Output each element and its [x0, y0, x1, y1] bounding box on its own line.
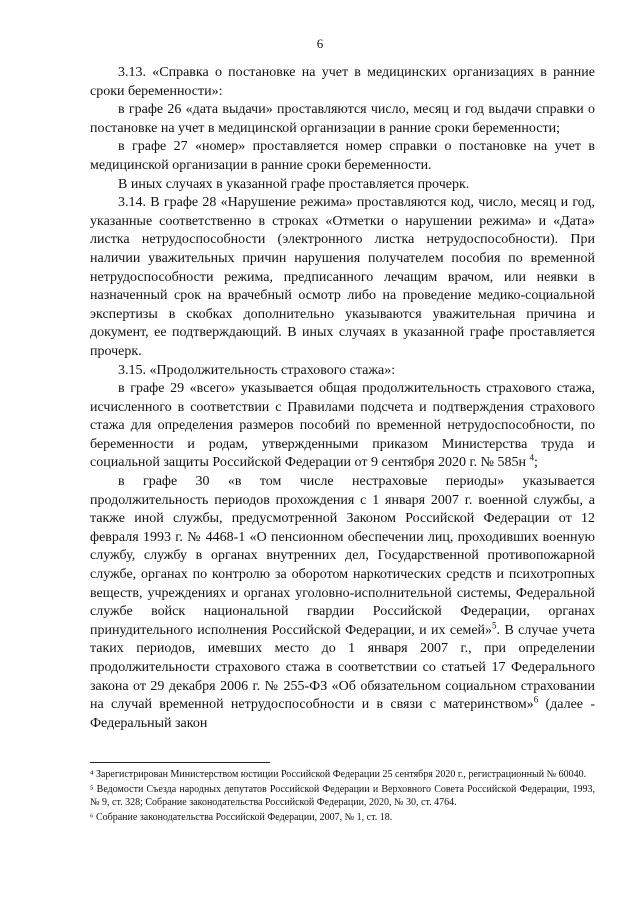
paragraph-3-14: 3.14. В графе 28 «Нарушение режима» проставляются код, число, месяц и год, указанные соответственно в строках «Отметки о нарушении режима» и «Дата» листка нетрудоспособности (электронного листка нетрудоспособности). При наличии уважительных причин нарушения получателем пособия по временной нетрудоспособности режима, предписанного лечащим врачом, или неявки в назначенный срок на врачебный осмотр либо на проведение медико-социальной экспертизы в скобках дополнительно указываются уважительная причина и документ, ее подтверждающий. В иных случаях в указанной графе проставляется прочерк. — [90, 195, 595, 359]
paragraph-3-15: 3.15. «Продолжительность страхового стажа»: — [118, 362, 396, 378]
footnote-4: ⁴ Зарегистрирован Министерством юстиции Российской Федерации 25 сентября 2020 г., регистрационный № 60040. — [90, 769, 587, 780]
paragraph-graph-27: в графе 27 «номер» проставляется номер справки о постановке на учет в медицинской организации в ранние сроки беременности. — [90, 139, 595, 173]
paragraph-graph-29 — [90, 380, 595, 473]
body-text — [90, 64, 595, 733]
footnote-ref-4[interactable]: 4 — [529, 452, 535, 463]
footnotes — [90, 768, 595, 826]
footnote-divider — [90, 762, 270, 763]
graph-29-tail: ; — [534, 455, 538, 471]
paragraph-graph-26: в графе 26 «дата выдачи» проставляются число, месяц и год выдачи справки о постановке на учет в медицинской организации в ранние сроки беременности; — [90, 102, 595, 136]
graph-30-text-b: . В случае учета таких периодов, имевших место до 1 января 2007 г., при определении продолжительности страхового стажа в соответствии со статьей 17 Федерального закона от 29 декабря 2006 г. № 255-ФЗ «Об обязательном социальном страховании на случай временной нетрудоспособности и в связи с материнством» — [90, 622, 595, 713]
paragraph-other-cases: В иных случаях в указанной графе проставляется прочерк. — [118, 176, 470, 192]
paragraph-graph-30 — [90, 473, 595, 733]
footnote-6: ⁶ Собрание законодательства Российской Федерации, 2007, № 1, ст. 18. — [90, 812, 393, 823]
footnote-ref-6[interactable]: 6 — [533, 694, 539, 705]
footnote-5: ⁵ Ведомости Съезда народных депутатов Российской Федерации и Верховного Совета Российской Федерации, 1993, № 9, ст. 328; Собрание законодательства Российской Федерации, 2020, № 30, ст. 4764. — [90, 784, 595, 808]
page-number: 6 — [316, 36, 324, 51]
paragraph-3-13: 3.13. «Справка о постановке на учет в медицинских организациях в ранние сроки беременности»: — [90, 65, 595, 99]
footnote-ref-5[interactable]: 5 — [492, 620, 497, 631]
graph-30-text-a: в графе 30 «в том числе нестраховые периоды» указывается продолжительность периодов прохождения с 1 января 2007 г. военной службы, а также иной службы, предусмотренной Законом Российской Федерации от 12 февраля 1993 г. № 4468-1 «О пенсионном обеспечении лиц, проходивших военную службу, службу в органах внутренних дел, Государственной противопожарной службе, органах по контролю за оборотом наркотических средств и психотропных веществ, учреждениях и органах уголовно-исполнительной системы, Федеральной службе войск национальной гвардии Российской Федерации, органах принудительного исполнения Российской Федерации, и их семей» — [90, 474, 595, 638]
graph-29-text: в графе 29 «всего» указывается общая продолжительность страхового стажа, исчисленного в соответствии с Правилами подсчета и подтверждения страхового стажа для определения размеров пособий по временной нетрудоспособности, по беременности и родам, утвержденными приказом Министерства труда и социальной защиты Российской Федерации от 9 сентября 2020 г. № 585н — [90, 381, 595, 471]
graph-30-text-c: (далее - Федеральный закон — [90, 697, 595, 731]
